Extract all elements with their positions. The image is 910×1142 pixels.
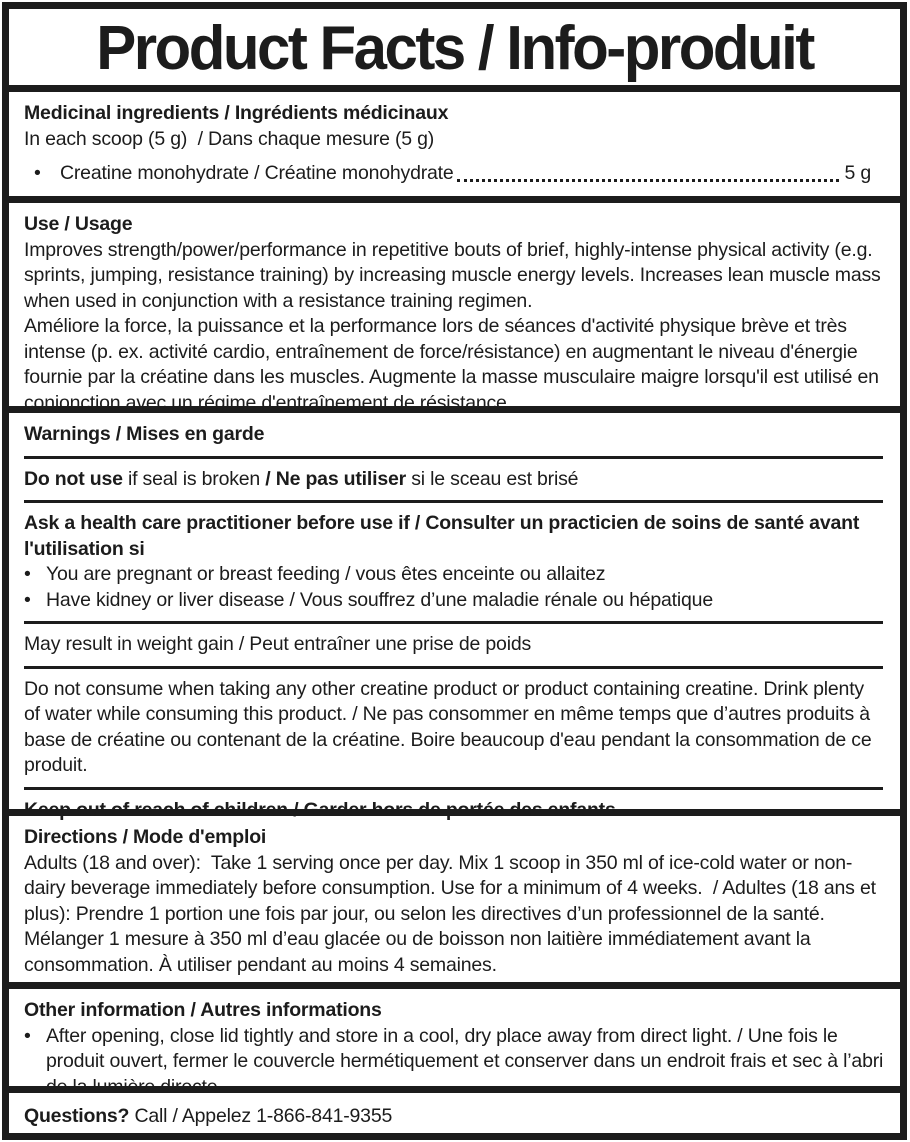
weight-gain-line: May result in weight gain / Peut entraîner une prise de poids <box>24 633 532 655</box>
warnings-divider <box>24 621 883 624</box>
ingredient-amount: 5 g <box>844 162 871 184</box>
keep-out-of-reach-line: Keep out of reach of children / Garder hors de portée des enfants <box>24 798 616 821</box>
warnings-divider <box>24 456 883 459</box>
questions-bold: Questions? <box>24 1105 130 1127</box>
do-not-use-text-en: if seal is broken <box>122 467 266 490</box>
section-medicinal-ingredients <box>9 92 900 203</box>
bullet-icon: • <box>24 1024 31 1047</box>
section-questions <box>9 1093 900 1140</box>
serving-size: In each scoop (5 g) / Dans chaque mesure (5 g) <box>24 127 435 150</box>
use-body-english: Improves strength/power/performance in repetitive bouts of brief, highly-intense physical activity (e.g. sprints, jumping, resistance training) by increasing muscle energy levels. Increases lean muscle mass when used in conjunction with a resistance training regimen. <box>24 238 886 312</box>
medicinal-header: Medicinal ingredients / Ingrédients médicinaux <box>24 102 449 124</box>
use-header: Use / Usage <box>24 213 133 235</box>
warnings-divider <box>24 500 883 503</box>
other-info-bullet <box>24 1024 889 1101</box>
bullet-icon: • <box>24 588 31 611</box>
warnings-header: Warnings / Mises en garde <box>24 423 265 445</box>
bullet-icon: • <box>24 563 31 585</box>
do-not-use-line <box>24 467 885 493</box>
ingredient-row <box>24 161 885 187</box>
questions-phone: Call / Appelez 1-866-841-9355 <box>129 1105 393 1127</box>
title-box <box>9 9 900 92</box>
warning-bullet-text: Have kidney or liver disease / Vous souffrez d’une maladie rénale ou hépatique <box>46 588 713 611</box>
product-facts-label <box>2 2 907 1140</box>
do-not-consume-paragraph: Do not consume when taking any other creatine product or product containing creatine. Drink plenty of water while consuming this product. / Ne pas consommer en même temps que d’autres produits à base de créatine ou contenant de la créatine. Boire beaucoup d'eau pendant la consommation de ce produit. <box>24 677 877 776</box>
section-other-information <box>9 989 900 1098</box>
directions-body: Adults (18 and over): Take 1 serving once per day. Mix 1 scoop in 350 ml of ice-cold water or non-dairy beverage immediately before consumption. Use for a minimum of 4 weeks. / Adultes (18 ans et plus): Prendre 1 portion une fois par jour, ou selon les directives d’un professionnel de la santé. Mélanger 1 mesure à 350 ml d’eau glacée ou de boisson non laitière immédiatement avant la consommation. À utiliser pendant au moins 4 semaines. <box>24 851 882 976</box>
dot-leader <box>457 179 840 182</box>
warning-bullet-text: You are pregnant or breast feeding / vous êtes enceinte ou allaitez <box>46 563 606 585</box>
ask-practitioner-header: Ask a health care practitioner before use if / Consulter un practicien de soins de santé avant l'utilisation si <box>24 512 865 560</box>
section-use <box>9 203 900 413</box>
section-warnings <box>9 413 900 821</box>
other-info-text: After opening, close lid tightly and store in a cool, dry place away from direct light. / Une fois le produit ouvert, fermer le couvercle hermétiquement et conserver dans un endroit frais et sec à l’abri de la lumière directe. <box>46 1024 889 1098</box>
other-info-header: Other information / Autres informations <box>24 999 382 1021</box>
ingredient-name: Creatine monohydrate / Créatine monohydrate <box>60 162 454 184</box>
page-title: Product Facts / Info-produit <box>96 12 813 82</box>
do-not-use-text-fr: si le sceau est brisé <box>406 467 579 490</box>
do-not-use-bold-fr: / Ne pas utiliser <box>265 467 407 490</box>
warning-bullet-kidney <box>24 588 885 614</box>
warnings-divider <box>24 787 883 790</box>
directions-header: Directions / Mode d'emploi <box>24 826 267 848</box>
questions-line <box>24 1104 885 1130</box>
do-not-use-bold-en: Do not use <box>24 467 123 490</box>
warnings-divider <box>24 666 883 669</box>
bullet-icon: • <box>34 162 41 184</box>
warning-bullet-pregnant <box>24 562 885 588</box>
use-body-french: Améliore la force, la puissance et la performance lors de séances d'activité physique brève et très intense (p. ex. activité cardio, entraînement de force/résistance) en augmentant le niveau d'énergie fournie par la créatine dans les muscles. Augmente la masse musculaire maigre lorsqu'il est utilisé en conjonction avec un régime d'entraînement de résistance. <box>24 315 884 414</box>
section-directions <box>9 816 900 989</box>
